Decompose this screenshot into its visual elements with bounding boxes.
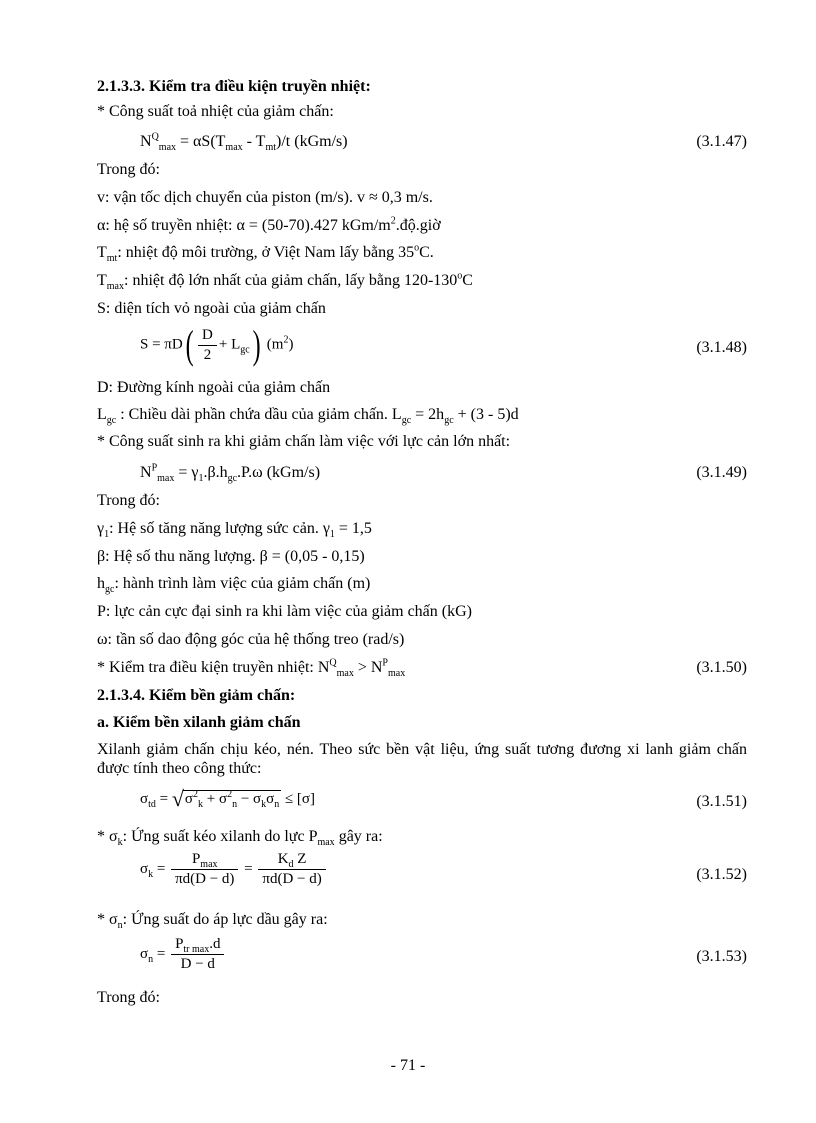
equation-number: (3.1.53) <box>696 948 747 965</box>
text-beta: β: Hệ số thu năng lượng. β = (0,05 - 0,15) <box>97 548 365 565</box>
equation-3-1-48: S = πD( $\frac{D}{2}$ + $L_{gc}$) $(m^2)$ <box>140 322 294 367</box>
text-gamma: $\gamma_1$: Hệ số tăng năng lượng sức cản. $\gamma_1 = 1,5$ <box>97 520 372 541</box>
equation-number: (3.1.47) <box>696 133 747 150</box>
page-number: - 71 - <box>390 1057 426 1074</box>
subsection-heading-a: a. Kiểm bền xilanh giảm chấn <box>97 714 301 731</box>
equation-number: (3.1.52) <box>696 866 747 883</box>
equation-number: (3.1.51) <box>696 793 747 810</box>
text-cong-suat-sinh-ra: * Công suất sinh ra khi giảm chấn làm việc với lực cản lớn nhất: <box>97 433 511 450</box>
text-luc-can: P: lực cản cực đại sinh ra khi làm việc của giảm chấn (kG) <box>97 603 472 620</box>
section-heading-2-1-3-4: 2.1.3.4. Kiểm bền giảm chấn: <box>97 687 296 704</box>
text-ung-suat-ap-luc: * $\sigma_n$: Ứng suất do áp lực dầu gây ra: <box>97 911 328 932</box>
text-tan-so: ω: tần số dao động góc của hệ thống treo (rad/s) <box>97 631 405 648</box>
equation-3-1-52: $\sigma_k$ = $\frac{P_{max}}{\pi d(D - d)}$ = $\frac{K_d Z}{\pi d(D - d)}$ <box>140 851 328 888</box>
text-trong-do: Trong đó: <box>97 989 160 1006</box>
text-hanh-trinh: $h_{gc}$: hành trình làm việc của giảm chấn (m) <box>97 575 371 596</box>
text-trong-do: Trong đó: <box>97 161 160 178</box>
equation-number: (3.1.49) <box>696 464 747 481</box>
equation-3-1-47: $N^Q_{max} = \alpha S(T_{max} - T_{mt})/t$ (kGm/s) <box>140 131 348 154</box>
section-heading-2-1-3-3: 2.1.3.3. Kiểm tra điều kiện truyền nhiệt: <box>97 78 371 95</box>
text-cong-suat-toa-nhiet: * Công suất toả nhiệt của giảm chấn: <box>97 103 334 120</box>
paragraph-xilanh: Xilanh giảm chấn chịu kéo, nén. Theo sức bền vật liệu, ứng suất tương đương xi lanh giảm chấn được tính theo công thức: <box>97 741 747 777</box>
text-nhiet-do-lon-nhat: $T_{max}$: nhiệt độ lớn nhất của giảm chấn, lấy bằng 120-130$^o$C <box>97 270 473 293</box>
text-kiem-tra-dieu-kien: * Kiểm tra điều kiện truyền nhiệt: $N^Q_{max} > N^P_{max}$ <box>97 657 406 680</box>
text-ung-suat-keo: * $\sigma_k$: Ứng suất kéo xilanh do lực $P_{max}$ gây ra: <box>97 828 383 849</box>
text-chieu-dai: $L_{gc}$ : Chiều dài phần chứa dầu của giảm chấn. $L_{gc} = 2h_{gc} + (3 - 5)d$ <box>97 406 519 427</box>
text-duong-kinh: D: Đường kính ngoài của giảm chấn <box>97 379 331 396</box>
text-nhiet-do-moi-truong: $T_{mt}$: nhiệt độ môi trường, ở Việt Nam lấy bằng 35$^o$C. <box>97 242 434 265</box>
equation-number: (3.1.50) <box>696 659 747 676</box>
equation-3-1-53: $\sigma_n$ = $\frac{P_{tr max}.d}{D - d}$ <box>140 936 226 973</box>
text-van-toc: v: vận tốc dịch chuyển của piston (m/s). v ≈ 0,3 m/s. <box>97 189 433 206</box>
text-he-so-truyen-nhiet: α: hệ số truyền nhiệt: α = (50-70).427 kGm/$m^2.độ.giờ$ <box>97 215 441 234</box>
text-dien-tich: S: diện tích vỏ ngoài của giảm chấn <box>97 300 326 317</box>
equation-3-1-49: $N^P_{max} = \gamma_1.\beta.h_{gc}.P.\omega$ (kGm/s) <box>140 462 321 485</box>
equation-3-1-51: $\sigma_{td} = √\sigma^2_k + \sigma^2_n - \sigma_k\sigma_n \le [\sigma]$ <box>140 786 316 811</box>
text-trong-do: Trong đó: <box>97 492 160 509</box>
equation-number: (3.1.48) <box>696 339 747 356</box>
